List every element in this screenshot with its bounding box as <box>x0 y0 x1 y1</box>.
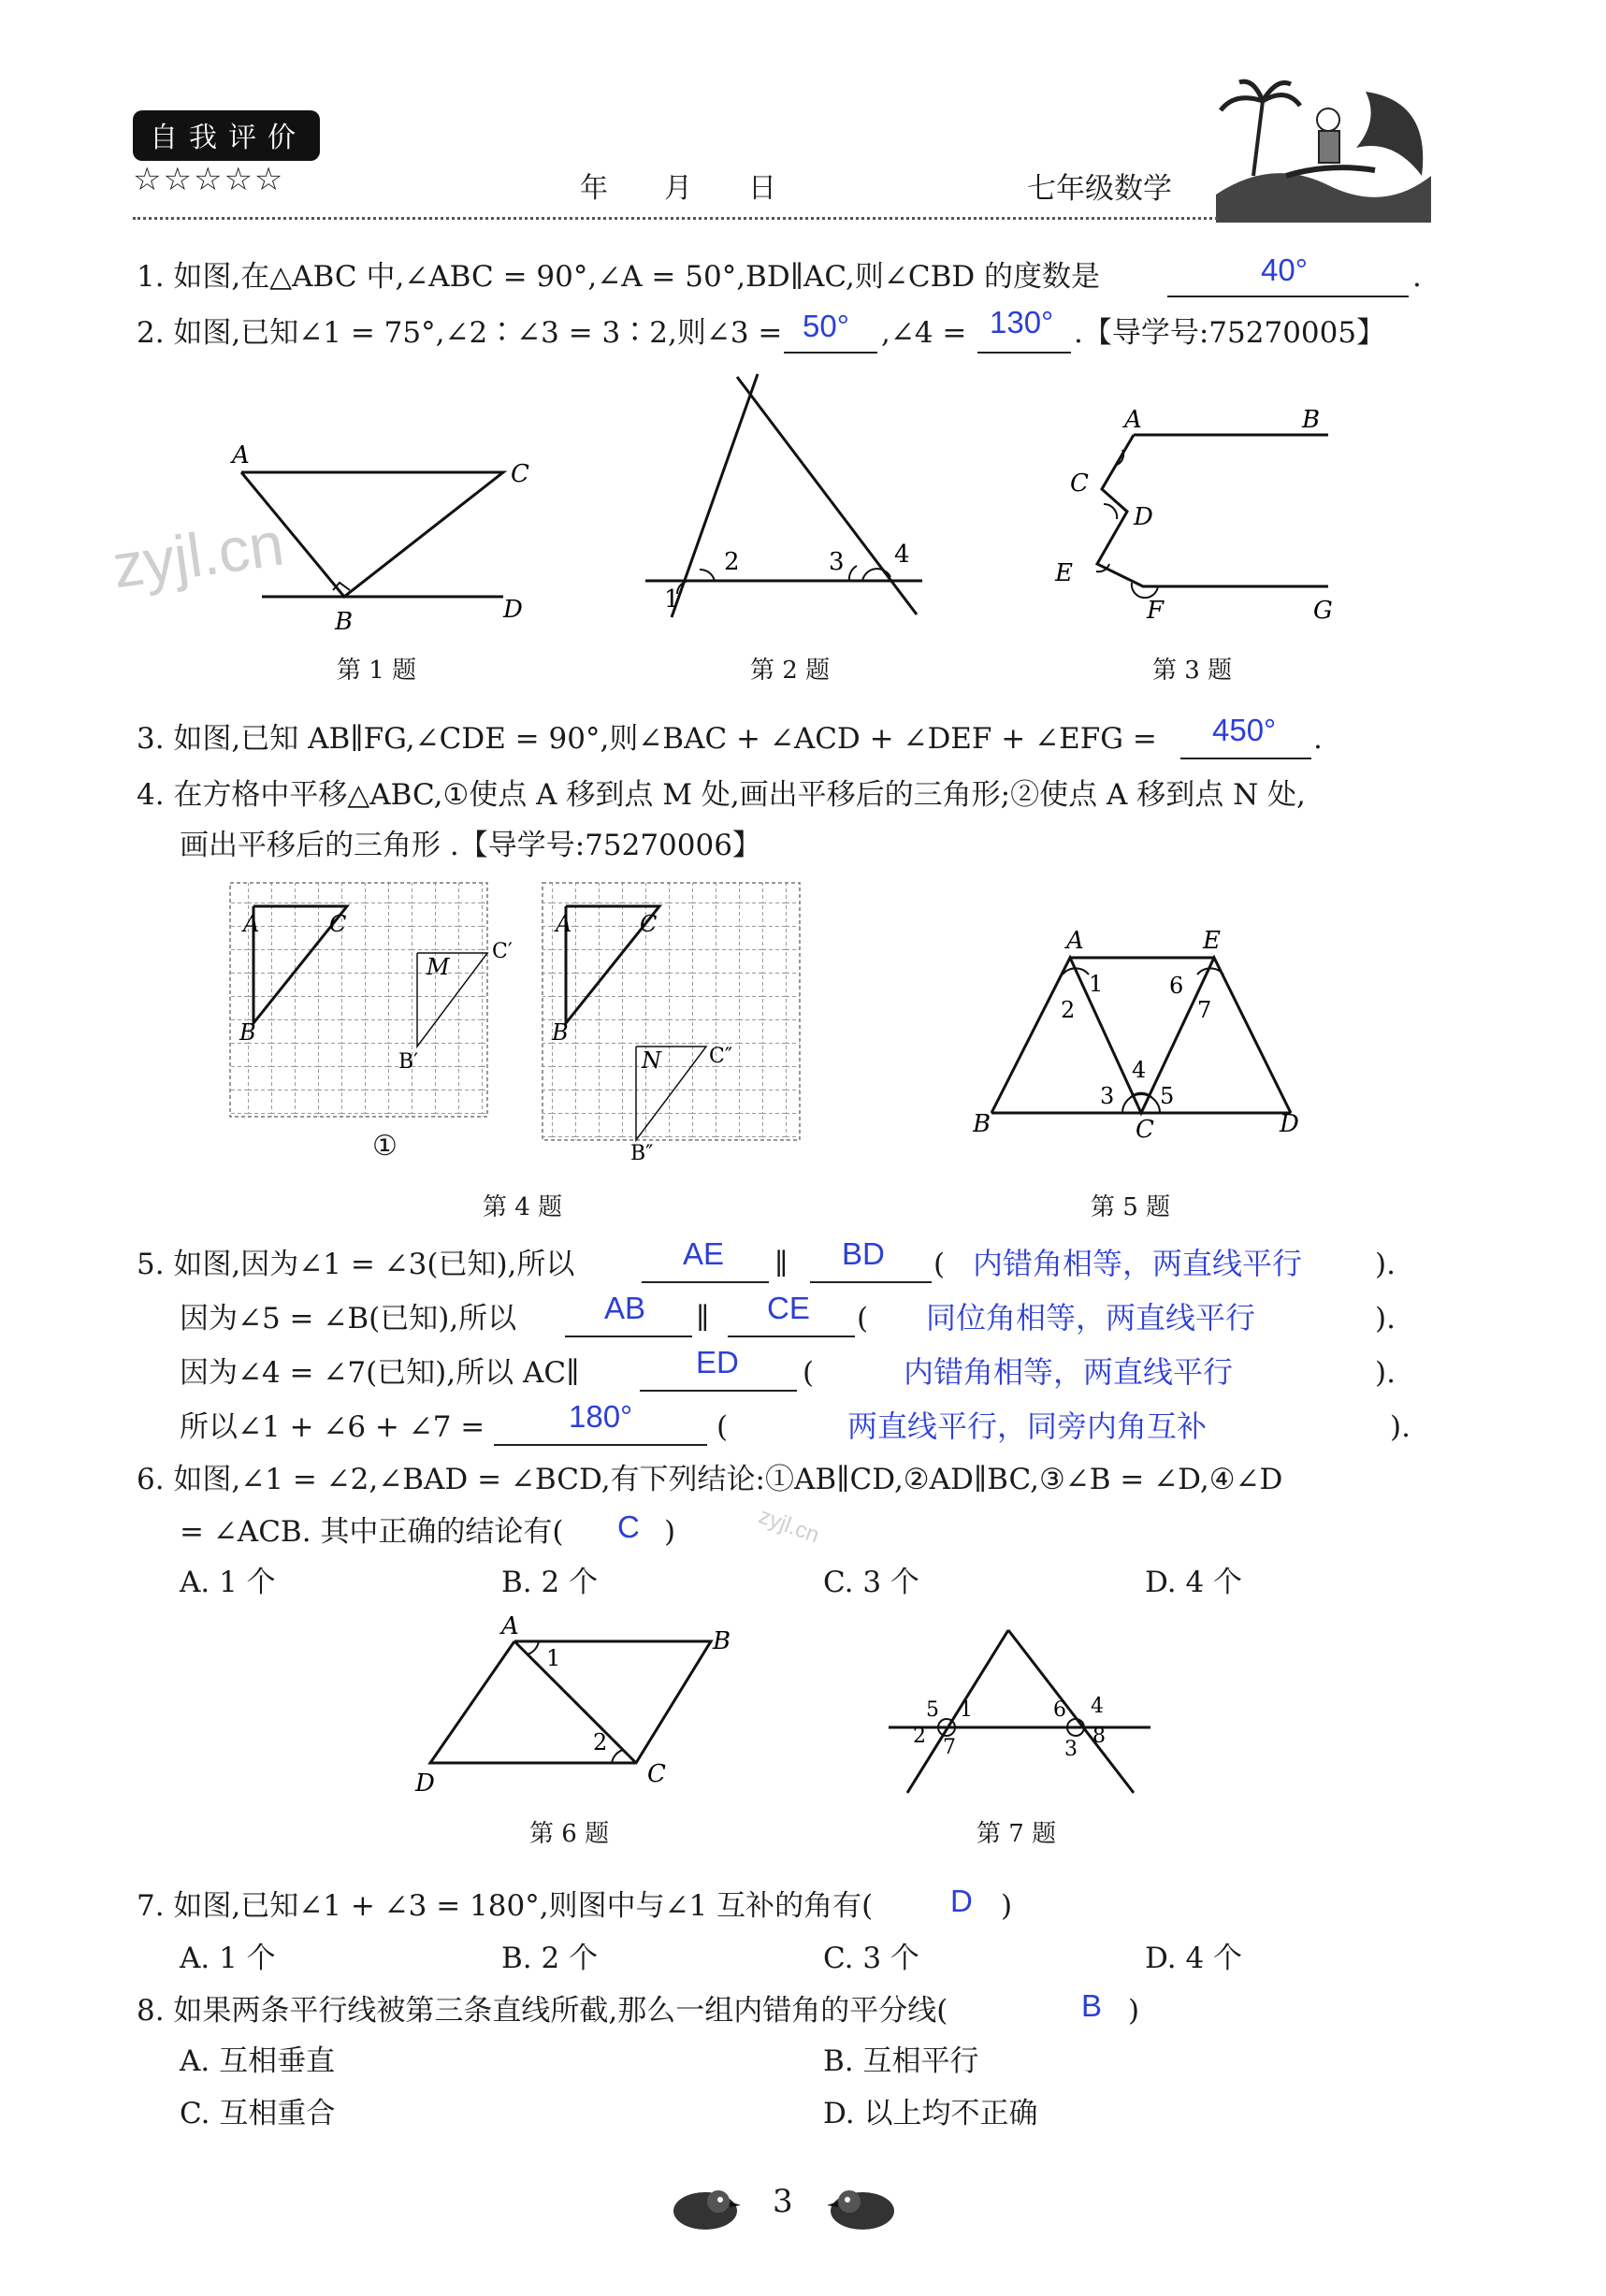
q5-blank-1b[interactable] <box>810 1281 932 1283</box>
svg-text:D: D <box>1134 503 1153 531</box>
svg-text:6: 6 <box>1053 1698 1066 1722</box>
q5-answer-1a: AE <box>683 1236 725 1271</box>
q6-text-line2: = ∠ACB. 其中正确的结论有( <box>180 1515 564 1549</box>
paren-close: ). <box>1375 1356 1396 1390</box>
q5-blank-3[interactable] <box>640 1390 797 1392</box>
q8-answer: B <box>1081 1988 1103 2023</box>
paren-close: ) <box>664 1515 676 1549</box>
paren-open: ( <box>933 1248 946 1281</box>
q8-text: 8. 如果两条平行线被第三条直线所截,那么一组内错角的平分线( <box>137 1994 948 2028</box>
q5-line4-text: 所以∠1 + ∠6 + ∠7 = <box>180 1410 485 1444</box>
q8-option-a[interactable]: A. 互相垂直 <box>180 2044 336 2078</box>
svg-text:B′: B′ <box>398 1050 419 1074</box>
q4-text-line2: 画出平移后的三角形 .【导学号:75270006】 <box>180 829 761 862</box>
svg-text:A: A <box>243 911 260 937</box>
bird-left-icon <box>660 2179 745 2235</box>
svg-text:D: D <box>415 1769 435 1798</box>
parallel-symbol: ∥ <box>696 1302 710 1336</box>
svg-text:5: 5 <box>926 1698 939 1722</box>
q6-option-a[interactable]: A. 1 个 <box>180 1566 276 1599</box>
caption-figure-7: 第 7 题 <box>977 1820 1057 1848</box>
bird-right-icon <box>823 2179 907 2235</box>
q1-text: 1. 如图,在△ABC 中,∠ABC = 90°,∠A = 50°,BD∥AC,则∠CBD 的度数是 <box>137 260 1101 294</box>
svg-text:1: 1 <box>546 1645 561 1671</box>
q2-answer-2: 130° <box>990 305 1054 339</box>
svg-text:D: D <box>1280 1110 1299 1138</box>
q3-blank[interactable] <box>1180 758 1311 759</box>
q5-blank-4[interactable] <box>494 1444 707 1446</box>
svg-text:F: F <box>1147 597 1165 625</box>
page-number: 3 <box>773 2183 793 2220</box>
svg-text:D: D <box>503 596 523 624</box>
q5-reason-1: 内错角相等，两直线平行 <box>973 1247 1303 1280</box>
q5-line1-text: 5. 如图,因为∠1 = ∠3(已知),所以 <box>137 1248 575 1281</box>
svg-text:C: C <box>1070 469 1089 498</box>
svg-text:4: 4 <box>1132 1057 1147 1083</box>
q7-answer: D <box>950 1884 973 1918</box>
svg-text:2: 2 <box>1061 997 1076 1023</box>
svg-text:B: B <box>1302 407 1321 434</box>
caption-sub-1: ① <box>372 1130 398 1162</box>
subject-title: 七年级数学 <box>1027 172 1172 206</box>
q5-line2-text: 因为∠5 = ∠B(已知),所以 <box>180 1302 517 1336</box>
header-divider <box>133 217 1218 220</box>
paren-close: ). <box>1390 1410 1411 1444</box>
watermark-large: zyjl.cn <box>108 508 288 601</box>
figure-2 <box>645 369 954 641</box>
q5-reason-3: 内错角相等，两直线平行 <box>904 1355 1234 1389</box>
q5-answer-2b: CE <box>767 1291 810 1325</box>
q8-option-c[interactable]: C. 互相重合 <box>180 2097 336 2130</box>
paren-close: ) <box>1001 1889 1013 1923</box>
svg-text:C: C <box>640 911 658 937</box>
parallel-symbol: ∥ <box>774 1248 789 1281</box>
q7-text: 7. 如图,已知∠1 + ∠3 = 180°,则图中与∠1 互补的角有( <box>137 1889 874 1923</box>
svg-text:7: 7 <box>943 1736 956 1759</box>
q7-option-b[interactable]: B. 2 个 <box>501 1942 599 1975</box>
q7-option-c[interactable]: C. 3 个 <box>823 1942 919 1975</box>
q5-reason-4: 两直线平行，同旁内角互补 <box>847 1409 1208 1443</box>
caption-figure-3: 第 3 题 <box>1152 657 1233 685</box>
svg-text:3: 3 <box>829 548 845 576</box>
paren-open: ( <box>716 1410 729 1444</box>
q7-option-a[interactable]: A. 1 个 <box>180 1942 276 1975</box>
q2-text: 2. 如图,已知∠1 = 75°,∠2∶∠3 = 3∶2,则∠3 = <box>137 316 783 350</box>
q2-blank-1[interactable] <box>784 352 877 354</box>
svg-text:A: A <box>1066 927 1084 955</box>
svg-text:A: A <box>232 441 250 469</box>
svg-text:1: 1 <box>664 585 680 614</box>
q1-answer: 40° <box>1261 253 1308 287</box>
watermark-small: zyjl.cn <box>755 1503 823 1549</box>
svg-text:B: B <box>973 1110 991 1138</box>
svg-text:C′: C′ <box>492 940 513 963</box>
svg-text:B: B <box>239 1019 256 1046</box>
svg-text:A: A <box>556 911 572 937</box>
svg-text:M: M <box>427 954 450 980</box>
svg-text:C: C <box>329 911 347 937</box>
q5-answer-1b: BD <box>842 1236 885 1271</box>
caption-figure-4: 第 4 题 <box>483 1193 563 1221</box>
q5-blank-2a[interactable] <box>565 1336 692 1337</box>
svg-text:E: E <box>1055 559 1073 587</box>
q5-reason-2: 同位角相等，两直线平行 <box>926 1301 1256 1335</box>
svg-text:4: 4 <box>894 541 910 569</box>
svg-text:N: N <box>642 1047 661 1074</box>
svg-text:7: 7 <box>1197 997 1212 1023</box>
q3-text: 3. 如图,已知 AB∥FG,∠CDE = 90°,则∠BAC + ∠ACD + ∠DEF + ∠EFG = <box>137 722 1157 756</box>
paren-close: ) <box>1128 1994 1140 2028</box>
caption-figure-5: 第 5 题 <box>1091 1193 1171 1221</box>
q2-answer-1: 50° <box>803 309 849 343</box>
q6-option-c[interactable]: C. 3 个 <box>823 1566 919 1599</box>
q3-answer: 450° <box>1212 713 1277 747</box>
paren-open: ( <box>857 1302 869 1336</box>
caption-figure-2: 第 2 题 <box>750 657 831 685</box>
svg-text:3: 3 <box>1100 1083 1115 1109</box>
date-field: 年 月 日 <box>580 172 776 205</box>
q4-text-line1: 4. 在方格中平移△ABC,①使点 A 移到点 M 处,画出平移后的三角形;②使点 A 移到点 N 处, <box>137 778 1306 812</box>
q8-option-b[interactable]: B. 互相平行 <box>823 2044 979 2078</box>
q6-option-b[interactable]: B. 2 个 <box>501 1566 599 1599</box>
svg-text:1: 1 <box>1089 971 1104 997</box>
svg-text:B: B <box>713 1627 731 1655</box>
svg-text:G: G <box>1313 597 1333 625</box>
svg-text:2: 2 <box>913 1725 926 1748</box>
q5-line3-text: 因为∠4 = ∠7(已知),所以 AC∥ <box>180 1356 580 1390</box>
q6-text-line1: 6. 如图,∠1 = ∠2,∠BAD = ∠BCD,有下列结论:①AB∥CD,②AD∥BC,③∠B = ∠D,④∠D <box>137 1463 1283 1496</box>
figure-3 <box>1048 407 1356 631</box>
q5-answer-4: 180° <box>569 1399 633 1434</box>
figure-4-grids <box>224 879 804 1160</box>
figure-6 <box>402 1613 748 1800</box>
self-evaluation-badge: 自我评价 <box>133 110 320 161</box>
q1-blank[interactable] <box>1167 296 1409 297</box>
svg-text:3: 3 <box>1064 1738 1078 1761</box>
svg-text:6: 6 <box>1169 973 1184 999</box>
svg-text:4: 4 <box>1091 1695 1104 1718</box>
svg-text:5: 5 <box>1160 1083 1175 1109</box>
q5-answer-2a: AB <box>604 1291 646 1325</box>
svg-text:B: B <box>552 1019 569 1046</box>
svg-text:C: C <box>647 1760 666 1788</box>
svg-text:E: E <box>1203 927 1221 955</box>
caption-figure-6: 第 6 题 <box>529 1820 610 1848</box>
svg-text:A: A <box>1124 407 1142 434</box>
q5-blank-2b[interactable] <box>728 1336 855 1337</box>
svg-text:C: C <box>1136 1116 1154 1141</box>
q6-option-d[interactable]: D. 4 个 <box>1145 1566 1243 1599</box>
surfer-illustration <box>1197 73 1440 223</box>
svg-text:B″: B″ <box>630 1142 654 1160</box>
paren-close: ). <box>1375 1302 1396 1336</box>
figure-5 <box>973 926 1309 1141</box>
paren-open: ( <box>803 1356 815 1390</box>
caption-figure-1: 第 1 题 <box>337 657 417 685</box>
q5-blank-1a[interactable] <box>642 1281 769 1283</box>
q2-blank-2[interactable] <box>977 352 1071 354</box>
rating-stars[interactable]: ☆☆☆☆☆ <box>133 161 285 198</box>
svg-text:1: 1 <box>960 1698 973 1722</box>
paren-close: ). <box>1375 1248 1396 1281</box>
q5-answer-3: ED <box>696 1345 739 1379</box>
svg-text:A: A <box>501 1613 519 1640</box>
svg-text:2: 2 <box>724 548 740 576</box>
svg-text:8: 8 <box>1092 1725 1106 1748</box>
svg-text:2: 2 <box>593 1729 608 1755</box>
q8-option-d[interactable]: D. 以上均不正确 <box>823 2097 1038 2130</box>
svg-text:C: C <box>511 460 529 488</box>
figure-7 <box>889 1623 1160 1800</box>
q7-option-d[interactable]: D. 4 个 <box>1145 1942 1243 1975</box>
q6-answer: C <box>617 1509 640 1544</box>
svg-text:B: B <box>335 608 354 636</box>
svg-text:C″: C″ <box>709 1045 733 1068</box>
